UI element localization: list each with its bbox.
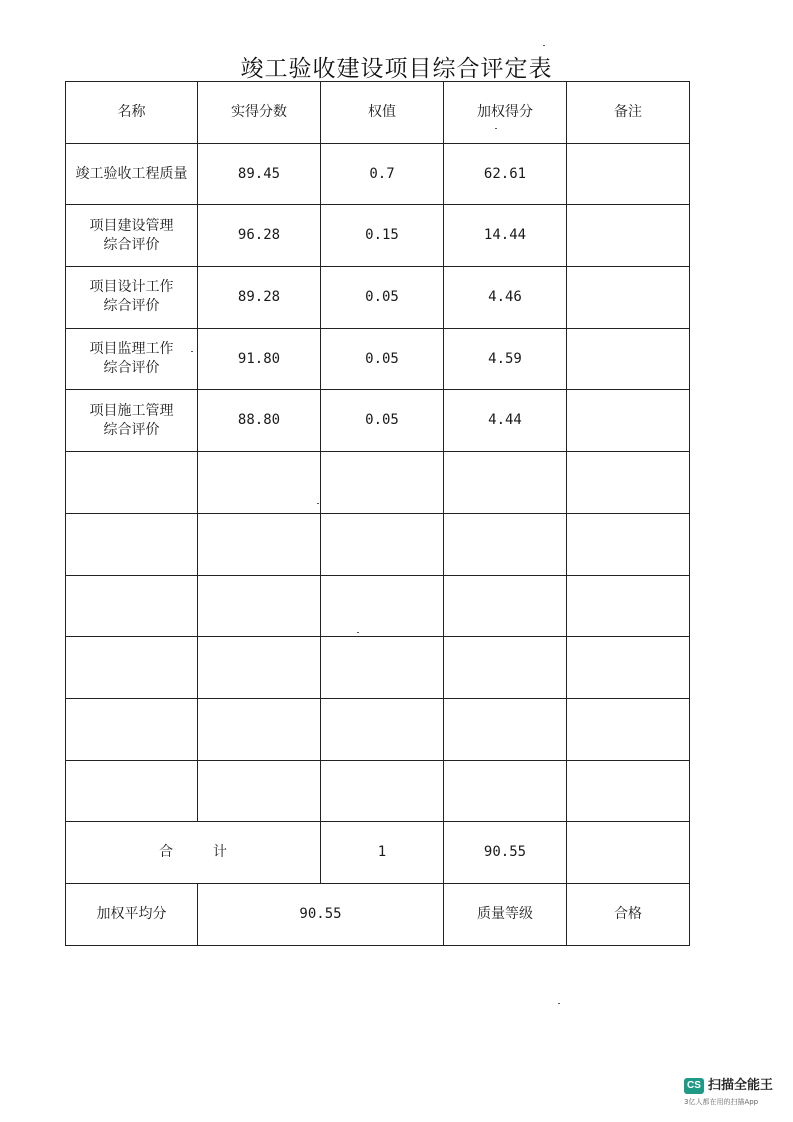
- row-score: 89.45: [198, 143, 321, 205]
- row-note: [567, 267, 690, 329]
- empty-cell: [321, 575, 444, 637]
- grade-label: 质量等级: [444, 883, 567, 945]
- scanner-watermark: [684, 1078, 784, 1112]
- empty-cell: [66, 452, 198, 514]
- cs-logo-icon: CS: [684, 1078, 704, 1094]
- row-name: [66, 267, 198, 329]
- table-row: [66, 205, 690, 267]
- table-row: [66, 143, 690, 205]
- empty-cell: [567, 637, 690, 699]
- row-name-line2: 综合评价: [103, 360, 160, 377]
- total-label: [66, 822, 321, 884]
- empty-cell: [567, 698, 690, 760]
- empty-cell: [321, 698, 444, 760]
- empty-cell: [66, 698, 198, 760]
- row-name-line1: 项目监理工作: [89, 341, 174, 358]
- row-name-line2: 综合评价: [103, 236, 160, 253]
- row-score: 89.28: [198, 267, 321, 329]
- empty-cell: [321, 760, 444, 822]
- table-header-row: [66, 82, 690, 144]
- empty-cell: [444, 698, 567, 760]
- empty-cell: [444, 513, 567, 575]
- row-name-line2: 综合评价: [103, 298, 160, 315]
- average-value: 90.55: [198, 883, 444, 945]
- watermark-tagline: 3亿人都在用的扫描App: [684, 1098, 759, 1106]
- empty-cell: [198, 637, 321, 699]
- row-score: 91.80: [198, 328, 321, 390]
- empty-cell: [444, 637, 567, 699]
- empty-cell: [66, 760, 198, 822]
- empty-row: [66, 760, 690, 822]
- empty-cell: [567, 760, 690, 822]
- empty-cell: [198, 698, 321, 760]
- empty-row: [66, 513, 690, 575]
- row-weight: 0.7: [321, 143, 444, 205]
- empty-cell: [198, 513, 321, 575]
- total-note: [567, 822, 690, 884]
- row-name-line1: 项目设计工作: [89, 279, 174, 296]
- row-weight: 0.05: [321, 267, 444, 329]
- total-row: [66, 822, 690, 884]
- empty-cell: [321, 513, 444, 575]
- empty-cell: [567, 513, 690, 575]
- row-name-line2: 综合评价: [103, 421, 160, 438]
- empty-cell: [66, 575, 198, 637]
- row-weight: 0.05: [321, 328, 444, 390]
- scan-speck: [543, 45, 545, 46]
- empty-cell: [198, 575, 321, 637]
- row-note: [567, 390, 690, 452]
- row-weighted-score: 4.44: [444, 390, 567, 452]
- row-weighted-score: 14.44: [444, 205, 567, 267]
- total-weighted-score: 90.55: [444, 822, 567, 884]
- header-score: 实得分数: [198, 82, 321, 144]
- empty-cell: [444, 575, 567, 637]
- total-label-b: 计: [213, 844, 227, 861]
- header-weighted-score: 加权得分: [444, 82, 567, 144]
- table-row: [66, 267, 690, 329]
- row-weighted-score: 62.61: [444, 143, 567, 205]
- scan-speck: [317, 503, 319, 504]
- header-note: 备注: [567, 82, 690, 144]
- row-note: [567, 205, 690, 267]
- empty-cell: [321, 637, 444, 699]
- empty-cell: [444, 452, 567, 514]
- empty-cell: [198, 452, 321, 514]
- average-label: 加权平均分: [66, 883, 198, 945]
- grade-value: 合格: [567, 883, 690, 945]
- row-note: [567, 143, 690, 205]
- evaluation-table: [65, 81, 690, 946]
- header-name: 名称: [66, 82, 198, 144]
- page-title: 竣工验收建设项目综合评定表: [240, 56, 553, 82]
- row-name: [66, 390, 198, 452]
- empty-cell: [321, 452, 444, 514]
- empty-cell: [198, 760, 321, 822]
- watermark-name: 扫描全能王: [708, 1078, 774, 1093]
- scan-speck: [191, 351, 193, 352]
- empty-cell: [567, 452, 690, 514]
- empty-row: [66, 452, 690, 514]
- empty-cell: [66, 637, 198, 699]
- header-weight: 权值: [321, 82, 444, 144]
- row-name-line1: 项目建设管理: [89, 217, 174, 234]
- row-weight: 0.05: [321, 390, 444, 452]
- row-name: [66, 143, 198, 205]
- table-row: [66, 390, 690, 452]
- empty-row: [66, 637, 690, 699]
- row-score: 96.28: [198, 205, 321, 267]
- total-weight: 1: [321, 822, 444, 884]
- row-score: 88.80: [198, 390, 321, 452]
- row-name-line1: 项目施工管理: [89, 402, 174, 419]
- row-weighted-score: 4.46: [444, 267, 567, 329]
- summary-row: [66, 883, 690, 945]
- empty-row: [66, 575, 690, 637]
- row-weighted-score: 4.59: [444, 328, 567, 390]
- total-label-a: 合: [159, 844, 173, 861]
- row-name: [66, 205, 198, 267]
- row-name-line1: 竣工验收工程质量: [75, 165, 188, 182]
- scan-speck: [495, 128, 497, 129]
- empty-row: [66, 698, 690, 760]
- scan-speck: [357, 632, 359, 633]
- table-row: [66, 328, 690, 390]
- empty-cell: [444, 760, 567, 822]
- row-weight: 0.15: [321, 205, 444, 267]
- scan-speck: [558, 1003, 560, 1004]
- row-note: [567, 328, 690, 390]
- empty-cell: [66, 513, 198, 575]
- empty-cell: [567, 575, 690, 637]
- row-name: [66, 328, 198, 390]
